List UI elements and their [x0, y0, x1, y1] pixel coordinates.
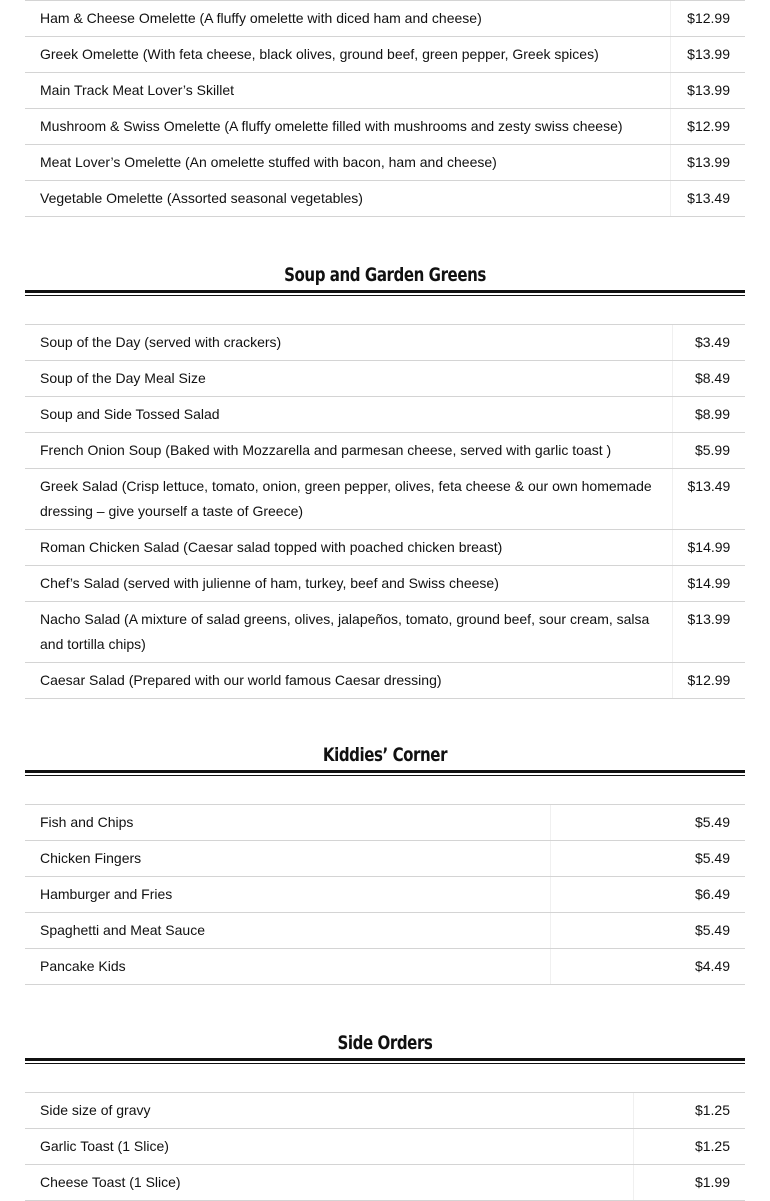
menu-row [25, 663, 745, 699]
item-price: $5.99 [672, 433, 745, 469]
menu-row [25, 181, 745, 217]
item-price: $1.99 [633, 1165, 745, 1201]
item-price: $12.99 [670, 109, 745, 145]
menu-row [25, 37, 745, 73]
item-name: Vegetable Omelette (Assorted seasonal vegetables) [25, 181, 670, 217]
item-price: $13.99 [670, 73, 745, 109]
menu-row [25, 1093, 745, 1129]
omelettes-section [25, 0, 745, 217]
item-price: $12.99 [670, 1, 745, 37]
kiddies-table [25, 804, 745, 985]
menu-row [25, 841, 745, 877]
item-name: Hamburger and Fries [25, 877, 550, 913]
section-title-kiddies: Kiddies’ Corner [322, 744, 448, 766]
item-price: $13.99 [672, 602, 745, 663]
item-price: $3.49 [672, 325, 745, 361]
section-divider [25, 290, 745, 293]
section-divider [25, 1058, 745, 1061]
kiddies-section [25, 804, 745, 985]
item-name: Chicken Fingers [25, 841, 550, 877]
item-price: $1.25 [633, 1129, 745, 1165]
menu-row [25, 469, 745, 530]
item-price: $5.49 [550, 913, 745, 949]
menu-row [25, 73, 745, 109]
item-name: Soup and Side Tossed Salad [25, 397, 672, 433]
item-price: $4.49 [550, 949, 745, 985]
menu-row [25, 949, 745, 985]
menu-row [25, 913, 745, 949]
menu-row [25, 602, 745, 663]
item-name: Soup of the Day (served with crackers) [25, 325, 672, 361]
menu-row [25, 1129, 745, 1165]
item-name: Fish and Chips [25, 805, 550, 841]
item-price: $5.49 [550, 805, 745, 841]
soup-greens-table [25, 324, 745, 699]
menu-row [25, 109, 745, 145]
menu-row [25, 1, 745, 37]
item-price: $13.99 [670, 145, 745, 181]
item-price: $14.99 [672, 566, 745, 602]
menu-row [25, 145, 745, 181]
menu-row [25, 397, 745, 433]
soup-greens-section [25, 324, 745, 699]
item-name: Roman Chicken Salad (Caesar salad topped with poached chicken breast) [25, 530, 672, 566]
item-price: $8.49 [672, 361, 745, 397]
menu-row [25, 805, 745, 841]
item-name: Greek Salad (Crisp lettuce, tomato, onion, green pepper, olives, feta cheese & our own homemade dressing – give yourself a taste of Greece) [25, 469, 672, 530]
omelettes-table [25, 0, 745, 217]
item-name: Nacho Salad (A mixture of salad greens, olives, jalapeños, tomato, ground beef, sour cream, salsa and tortilla chips) [25, 602, 672, 663]
item-price: $8.99 [672, 397, 745, 433]
item-name: Ham & Cheese Omelette (A fluffy omelette with diced ham and cheese) [25, 1, 670, 37]
menu-row [25, 1165, 745, 1201]
item-name: Chef’s Salad (served with julienne of ham, turkey, beef and Swiss cheese) [25, 566, 672, 602]
item-name: Garlic Toast (1 Slice) [25, 1129, 633, 1165]
item-price: $13.99 [670, 37, 745, 73]
side-orders-section [25, 1092, 745, 1201]
item-price: $14.99 [672, 530, 745, 566]
item-name: Spaghetti and Meat Sauce [25, 913, 550, 949]
item-name: Cheese Toast (1 Slice) [25, 1165, 633, 1201]
item-name: Side size of gravy [25, 1093, 633, 1129]
section-title-soup-greens: Soup and Garden Greens [284, 264, 486, 286]
item-name: Mushroom & Swiss Omelette (A fluffy omelette filled with mushrooms and zesty swiss cheese) [25, 109, 670, 145]
item-name: Main Track Meat Lover’s Skillet [25, 73, 670, 109]
side-orders-table [25, 1092, 745, 1201]
menu-row [25, 361, 745, 397]
section-title-side-orders: Side Orders [337, 1032, 433, 1054]
item-price: $1.25 [633, 1093, 745, 1129]
item-name: Pancake Kids [25, 949, 550, 985]
menu-row [25, 325, 745, 361]
menu-row [25, 566, 745, 602]
item-name: Caesar Salad (Prepared with our world famous Caesar dressing) [25, 663, 672, 699]
menu-row [25, 433, 745, 469]
item-price: $5.49 [550, 841, 745, 877]
item-name: French Onion Soup (Baked with Mozzarella and parmesan cheese, served with garlic toast ) [25, 433, 672, 469]
item-name: Greek Omelette (With feta cheese, black olives, ground beef, green pepper, Greek spices) [25, 37, 670, 73]
item-price: $13.49 [670, 181, 745, 217]
section-divider [25, 770, 745, 773]
item-price: $13.49 [672, 469, 745, 530]
item-price: $6.49 [550, 877, 745, 913]
menu-row [25, 530, 745, 566]
item-name: Soup of the Day Meal Size [25, 361, 672, 397]
menu-row [25, 877, 745, 913]
item-name: Meat Lover’s Omelette (An omelette stuffed with bacon, ham and cheese) [25, 145, 670, 181]
item-price: $12.99 [672, 663, 745, 699]
